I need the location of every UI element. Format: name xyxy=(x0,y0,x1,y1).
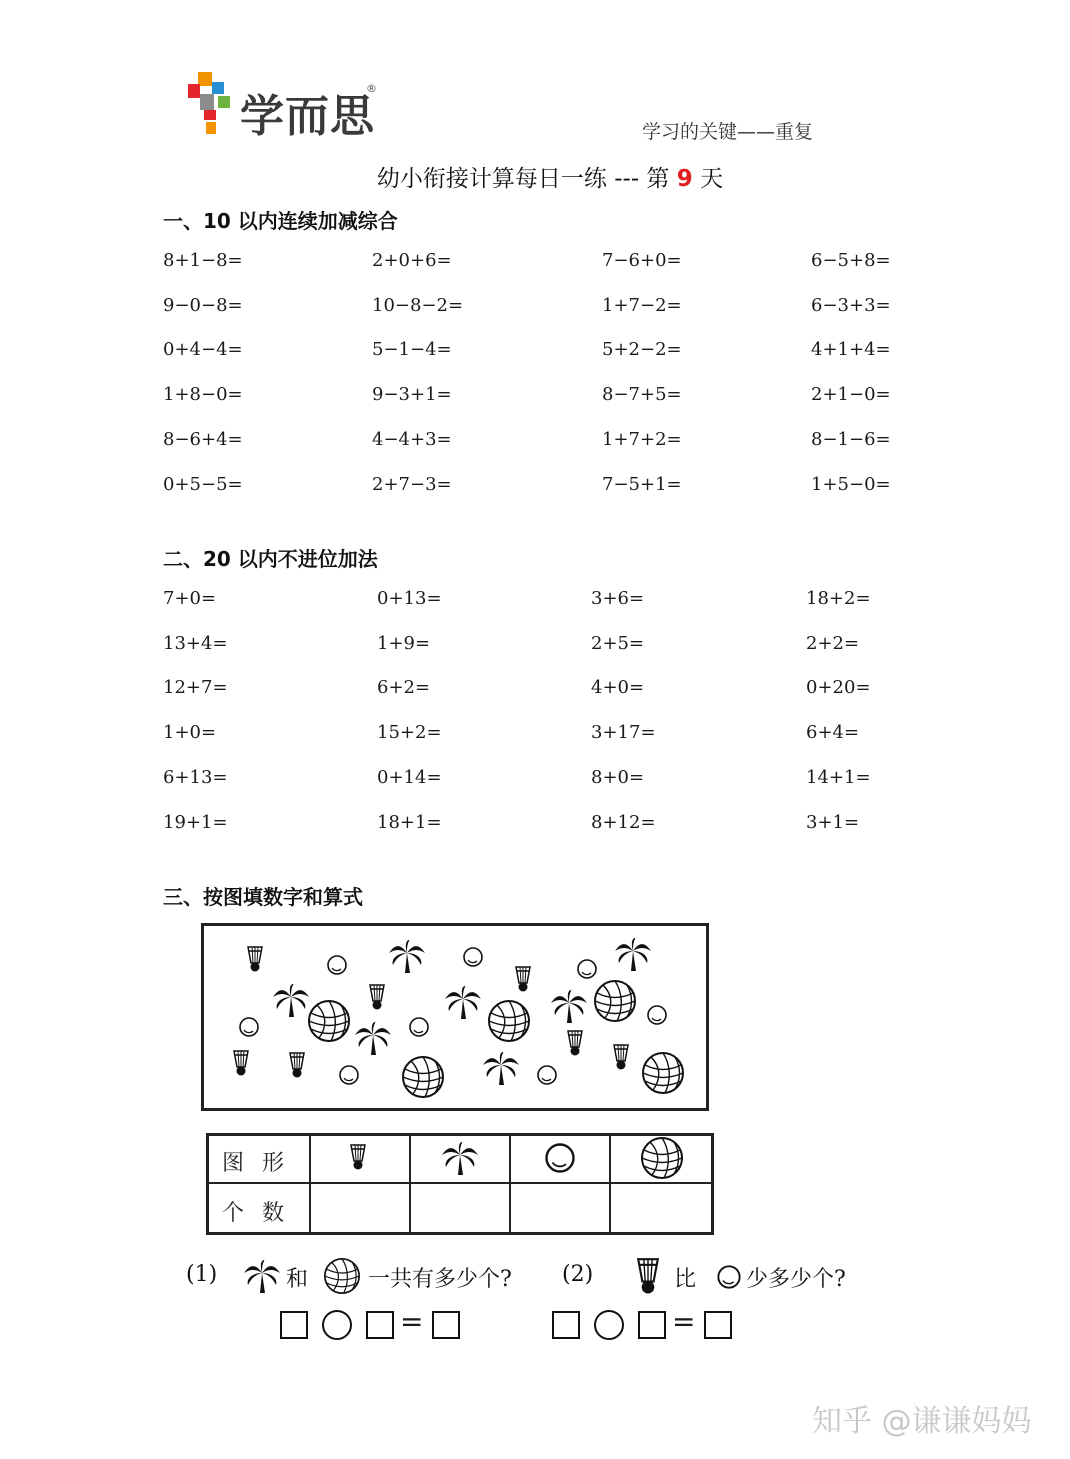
small-ball-icon xyxy=(538,1066,556,1084)
question1-number: (1) xyxy=(186,1262,218,1287)
exercise-item: 0+5−5= xyxy=(163,473,243,495)
equals-sign: = xyxy=(400,1305,424,1338)
exercise-item: 8+12= xyxy=(591,811,656,833)
palm-tree-icon xyxy=(389,940,425,973)
shuttlecock-icon xyxy=(290,1053,304,1078)
slogan: 学习的关键——重复 xyxy=(642,121,814,143)
shuttlecock-icon xyxy=(248,947,262,972)
answer-box[interactable] xyxy=(552,1311,580,1339)
small-ball-icon xyxy=(240,1018,258,1036)
small-ball-icon xyxy=(648,1006,666,1024)
exercise-item: 14+1= xyxy=(806,766,871,788)
exercise-item: 1+0= xyxy=(163,722,217,744)
exercise-item: 6+4= xyxy=(806,722,860,744)
section2-title: 二、20 以内不进位加法 xyxy=(163,547,378,571)
exercise-item: 4−4+3= xyxy=(372,428,452,450)
logo-mark-icon xyxy=(188,72,234,136)
exercise-item: 4+1+4= xyxy=(811,339,891,361)
exercise-item: 4+0= xyxy=(591,677,645,699)
exercise-item: 9−0−8= xyxy=(163,294,243,316)
shuttlecock-icon xyxy=(568,1031,582,1056)
small-ball-icon xyxy=(328,956,346,974)
exercise-item: 5+2−2= xyxy=(602,339,682,361)
table-label-shape: 图形 xyxy=(222,1151,303,1176)
answer-box[interactable] xyxy=(704,1311,732,1339)
yarn-ball-icon xyxy=(642,1138,682,1178)
answer-box[interactable] xyxy=(280,1311,308,1339)
exercise-item: 15+2= xyxy=(377,722,442,744)
exercise-item: 0+4−4= xyxy=(163,339,243,361)
palm-tree-icon xyxy=(355,1022,391,1055)
small-ball-icon xyxy=(410,1018,428,1036)
yarn-ball-icon xyxy=(595,981,635,1021)
section1-title: 一、10 以内连续加减综合 xyxy=(163,209,398,233)
exercise-item: 6+13= xyxy=(163,766,228,788)
exercise-item: 3+1= xyxy=(806,811,860,833)
yarn-ball-icon xyxy=(324,1258,360,1294)
exercise-item: 3+6= xyxy=(591,588,645,609)
exercise-item: 0+20= xyxy=(806,677,871,699)
title-suffix: 天 xyxy=(692,166,724,192)
palm-tree-icon xyxy=(442,1142,478,1175)
exercise-item: 18+1= xyxy=(377,811,442,833)
yarn-ball-icon xyxy=(489,1001,529,1041)
palm-tree-icon xyxy=(551,990,587,1023)
title-day: 9 xyxy=(676,166,693,192)
shuttlecock-icon xyxy=(516,967,530,992)
operator-circle[interactable] xyxy=(322,1310,352,1340)
equals-sign: = xyxy=(672,1305,696,1338)
exercise-item: 5−1−4= xyxy=(372,339,452,361)
exercise-item: 1+7+2= xyxy=(602,428,682,450)
exercise-item: 2+1−0= xyxy=(811,384,891,406)
small-ball-icon xyxy=(464,948,482,966)
question2-text: 少多少个? xyxy=(746,1267,846,1292)
exercise-item: 1+8−0= xyxy=(163,384,243,406)
exercise-item: 13+4= xyxy=(163,632,228,654)
watermark: 知乎 @谦谦妈妈 xyxy=(812,1404,1032,1439)
shuttlecock-icon xyxy=(370,985,384,1010)
small-ball-icon xyxy=(340,1066,358,1084)
question2-than: 比 xyxy=(674,1267,697,1292)
palm-tree-icon xyxy=(445,986,481,1019)
palm-tree-icon xyxy=(242,1258,282,1296)
exercise-item: 7−5+1= xyxy=(602,473,682,495)
exercise-item: 8+1−8= xyxy=(163,250,243,271)
exercise-item: 8−1−6= xyxy=(811,428,891,450)
palm-tree-icon xyxy=(483,1052,519,1085)
logo-text: 学而思 xyxy=(240,91,375,142)
exercise-item: 19+1= xyxy=(163,811,228,833)
page-title xyxy=(0,160,1070,193)
yarn-ball-icon xyxy=(309,1001,349,1041)
palm-tree-icon xyxy=(273,984,309,1017)
answer-box[interactable] xyxy=(366,1311,394,1339)
shuttlecock-icon xyxy=(351,1145,365,1170)
answer-box[interactable] xyxy=(432,1311,460,1339)
exercise-item: 2+7−3= xyxy=(372,473,452,495)
exercise-item: 2+2= xyxy=(806,632,860,654)
exercise-item: 1+9= xyxy=(377,632,431,654)
exercise-item: 18+2= xyxy=(806,588,871,609)
exercise-item: 7+0= xyxy=(163,588,217,609)
shuttlecock-icon xyxy=(234,1051,248,1076)
answer-box[interactable] xyxy=(638,1311,666,1339)
palm-tree-icon xyxy=(615,938,651,971)
exercise-item: 7−6+0= xyxy=(602,250,682,271)
exercise-item: 1+7−2= xyxy=(602,294,682,316)
exercise-item: 8−6+4= xyxy=(163,428,243,450)
shuttlecock-icon xyxy=(634,1256,662,1296)
table-label-count: 个数 xyxy=(222,1201,303,1226)
exercise-item: 1+5−0= xyxy=(811,473,891,495)
logo-registered: ® xyxy=(366,82,377,95)
exercise-item: 3+17= xyxy=(591,722,656,744)
exercise-item: 6−5+8= xyxy=(811,250,891,271)
section3-title: 三、按图填数字和算式 xyxy=(163,885,363,909)
question1-and: 和 xyxy=(286,1267,309,1292)
exercise-item: 6+2= xyxy=(377,677,431,699)
exercise-item: 12+7= xyxy=(163,677,228,699)
small-ball-icon xyxy=(716,1264,742,1290)
exercise-item: 10−8−2= xyxy=(372,294,464,316)
exercise-item: 9−3+1= xyxy=(372,384,452,406)
small-ball-icon xyxy=(578,960,596,978)
exercise-item: 8+0= xyxy=(591,766,645,788)
exercise-item: 2+5= xyxy=(591,632,645,654)
exercise-item: 0+14= xyxy=(377,766,442,788)
question2-number: (2) xyxy=(562,1262,594,1287)
shuttlecock-icon xyxy=(614,1045,628,1070)
question1-text: 一共有多少个? xyxy=(368,1267,512,1292)
small-ball-icon xyxy=(547,1145,574,1172)
exercise-item: 0+13= xyxy=(377,588,442,609)
exercise-item: 2+0+6= xyxy=(372,250,452,271)
picture-scene xyxy=(201,923,709,1111)
yarn-ball-icon xyxy=(643,1053,683,1093)
exercise-item: 6−3+3= xyxy=(811,294,891,316)
exercise-item: 8−7+5= xyxy=(602,384,682,406)
operator-circle[interactable] xyxy=(594,1310,624,1340)
title-prefix: 幼小衔接计算每日一练 --- 第 xyxy=(376,166,677,192)
yarn-ball-icon xyxy=(403,1057,443,1097)
